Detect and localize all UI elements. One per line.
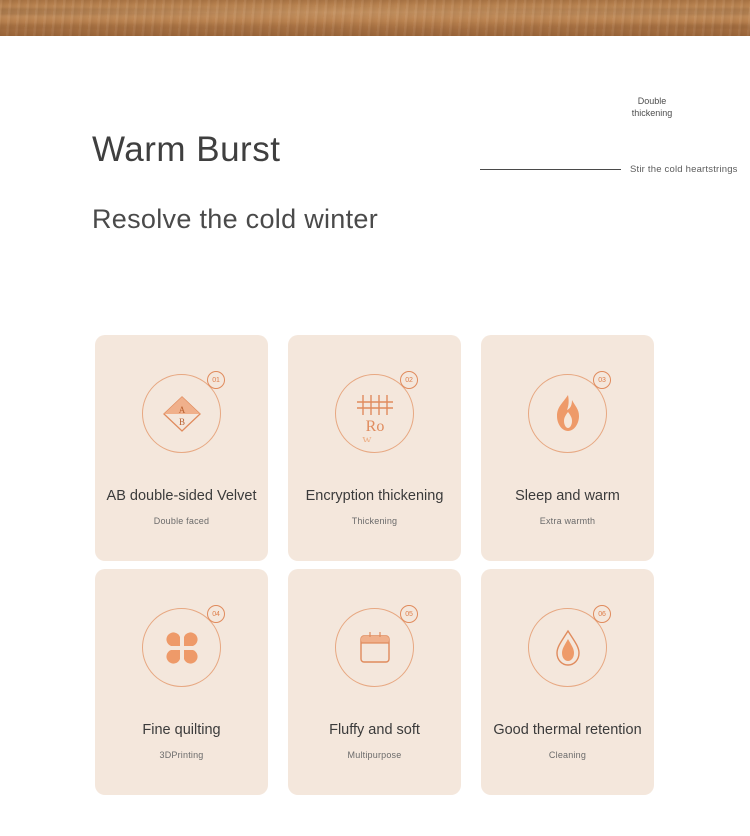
feature-subtitle: Cleaning: [548, 750, 587, 760]
feature-card[interactable]: [95, 335, 268, 561]
badge-number: 05: [400, 605, 418, 623]
feature-subtitle: Extra warmth: [539, 516, 596, 526]
stitch-thread-glyph: [347, 386, 403, 442]
feature-title: Fluffy and soft: [329, 722, 420, 738]
feature-card[interactable]: [95, 569, 268, 795]
flame-glyph: [548, 392, 588, 436]
page-title: Warm Burst: [92, 130, 281, 169]
svg-text:B: B: [178, 416, 185, 427]
page-subtitle: Resolve the cold winter: [92, 204, 379, 234]
folded-blanket-glyph: [351, 624, 399, 672]
feature-title: Encryption thickening: [305, 488, 444, 504]
feature-card[interactable]: [481, 569, 654, 795]
feature-title: Good thermal retention: [493, 722, 642, 738]
feature-card[interactable]: [481, 335, 654, 561]
wood-grain-line: [0, 24, 750, 29]
folded-blanket-icon: [335, 608, 414, 687]
svg-text:Ro: Ro: [365, 417, 384, 435]
ab-diamond-glyph: [157, 389, 207, 439]
badge-number: 03: [593, 371, 611, 389]
water-drop-glyph: [548, 625, 588, 671]
wood-texture-banner: [0, 0, 750, 36]
svg-text:A: A: [178, 404, 185, 415]
wood-grain-line: [0, 8, 750, 15]
headline-block: [92, 128, 738, 238]
flame-icon: [528, 374, 607, 453]
note-line-2: thickening: [631, 108, 673, 118]
water-drop-icon: [528, 608, 607, 687]
feature-card[interactable]: [288, 335, 461, 561]
feature-card[interactable]: [288, 569, 461, 795]
feature-subtitle: Thickening: [351, 516, 398, 526]
tagline-text: Stir the cold heartstrings: [630, 164, 738, 175]
feature-subtitle: Double faced: [153, 516, 210, 526]
feature-subtitle: 3DPrinting: [159, 750, 204, 760]
feature-title: Fine quilting: [142, 722, 221, 738]
clover-glyph: [159, 625, 205, 671]
badge-number: 04: [207, 605, 225, 623]
feature-grid: [95, 335, 656, 795]
badge-number: 01: [207, 371, 225, 389]
stitch-thread-icon: [335, 374, 414, 453]
double-thickening-note: [602, 95, 702, 119]
feature-title: Sleep and warm: [515, 488, 620, 504]
clover-quilt-icon: [142, 608, 221, 687]
divider-line: [480, 169, 621, 170]
badge-number: 06: [593, 605, 611, 623]
note-line-1: Double: [637, 96, 667, 106]
badge-number: 02: [400, 371, 418, 389]
ab-diamond-icon: [142, 374, 221, 453]
tagline-row: [480, 164, 750, 175]
feature-subtitle: Multipurpose: [347, 750, 402, 760]
svg-text:w: w: [361, 430, 372, 442]
feature-title: AB double-sided Velvet: [106, 488, 257, 504]
